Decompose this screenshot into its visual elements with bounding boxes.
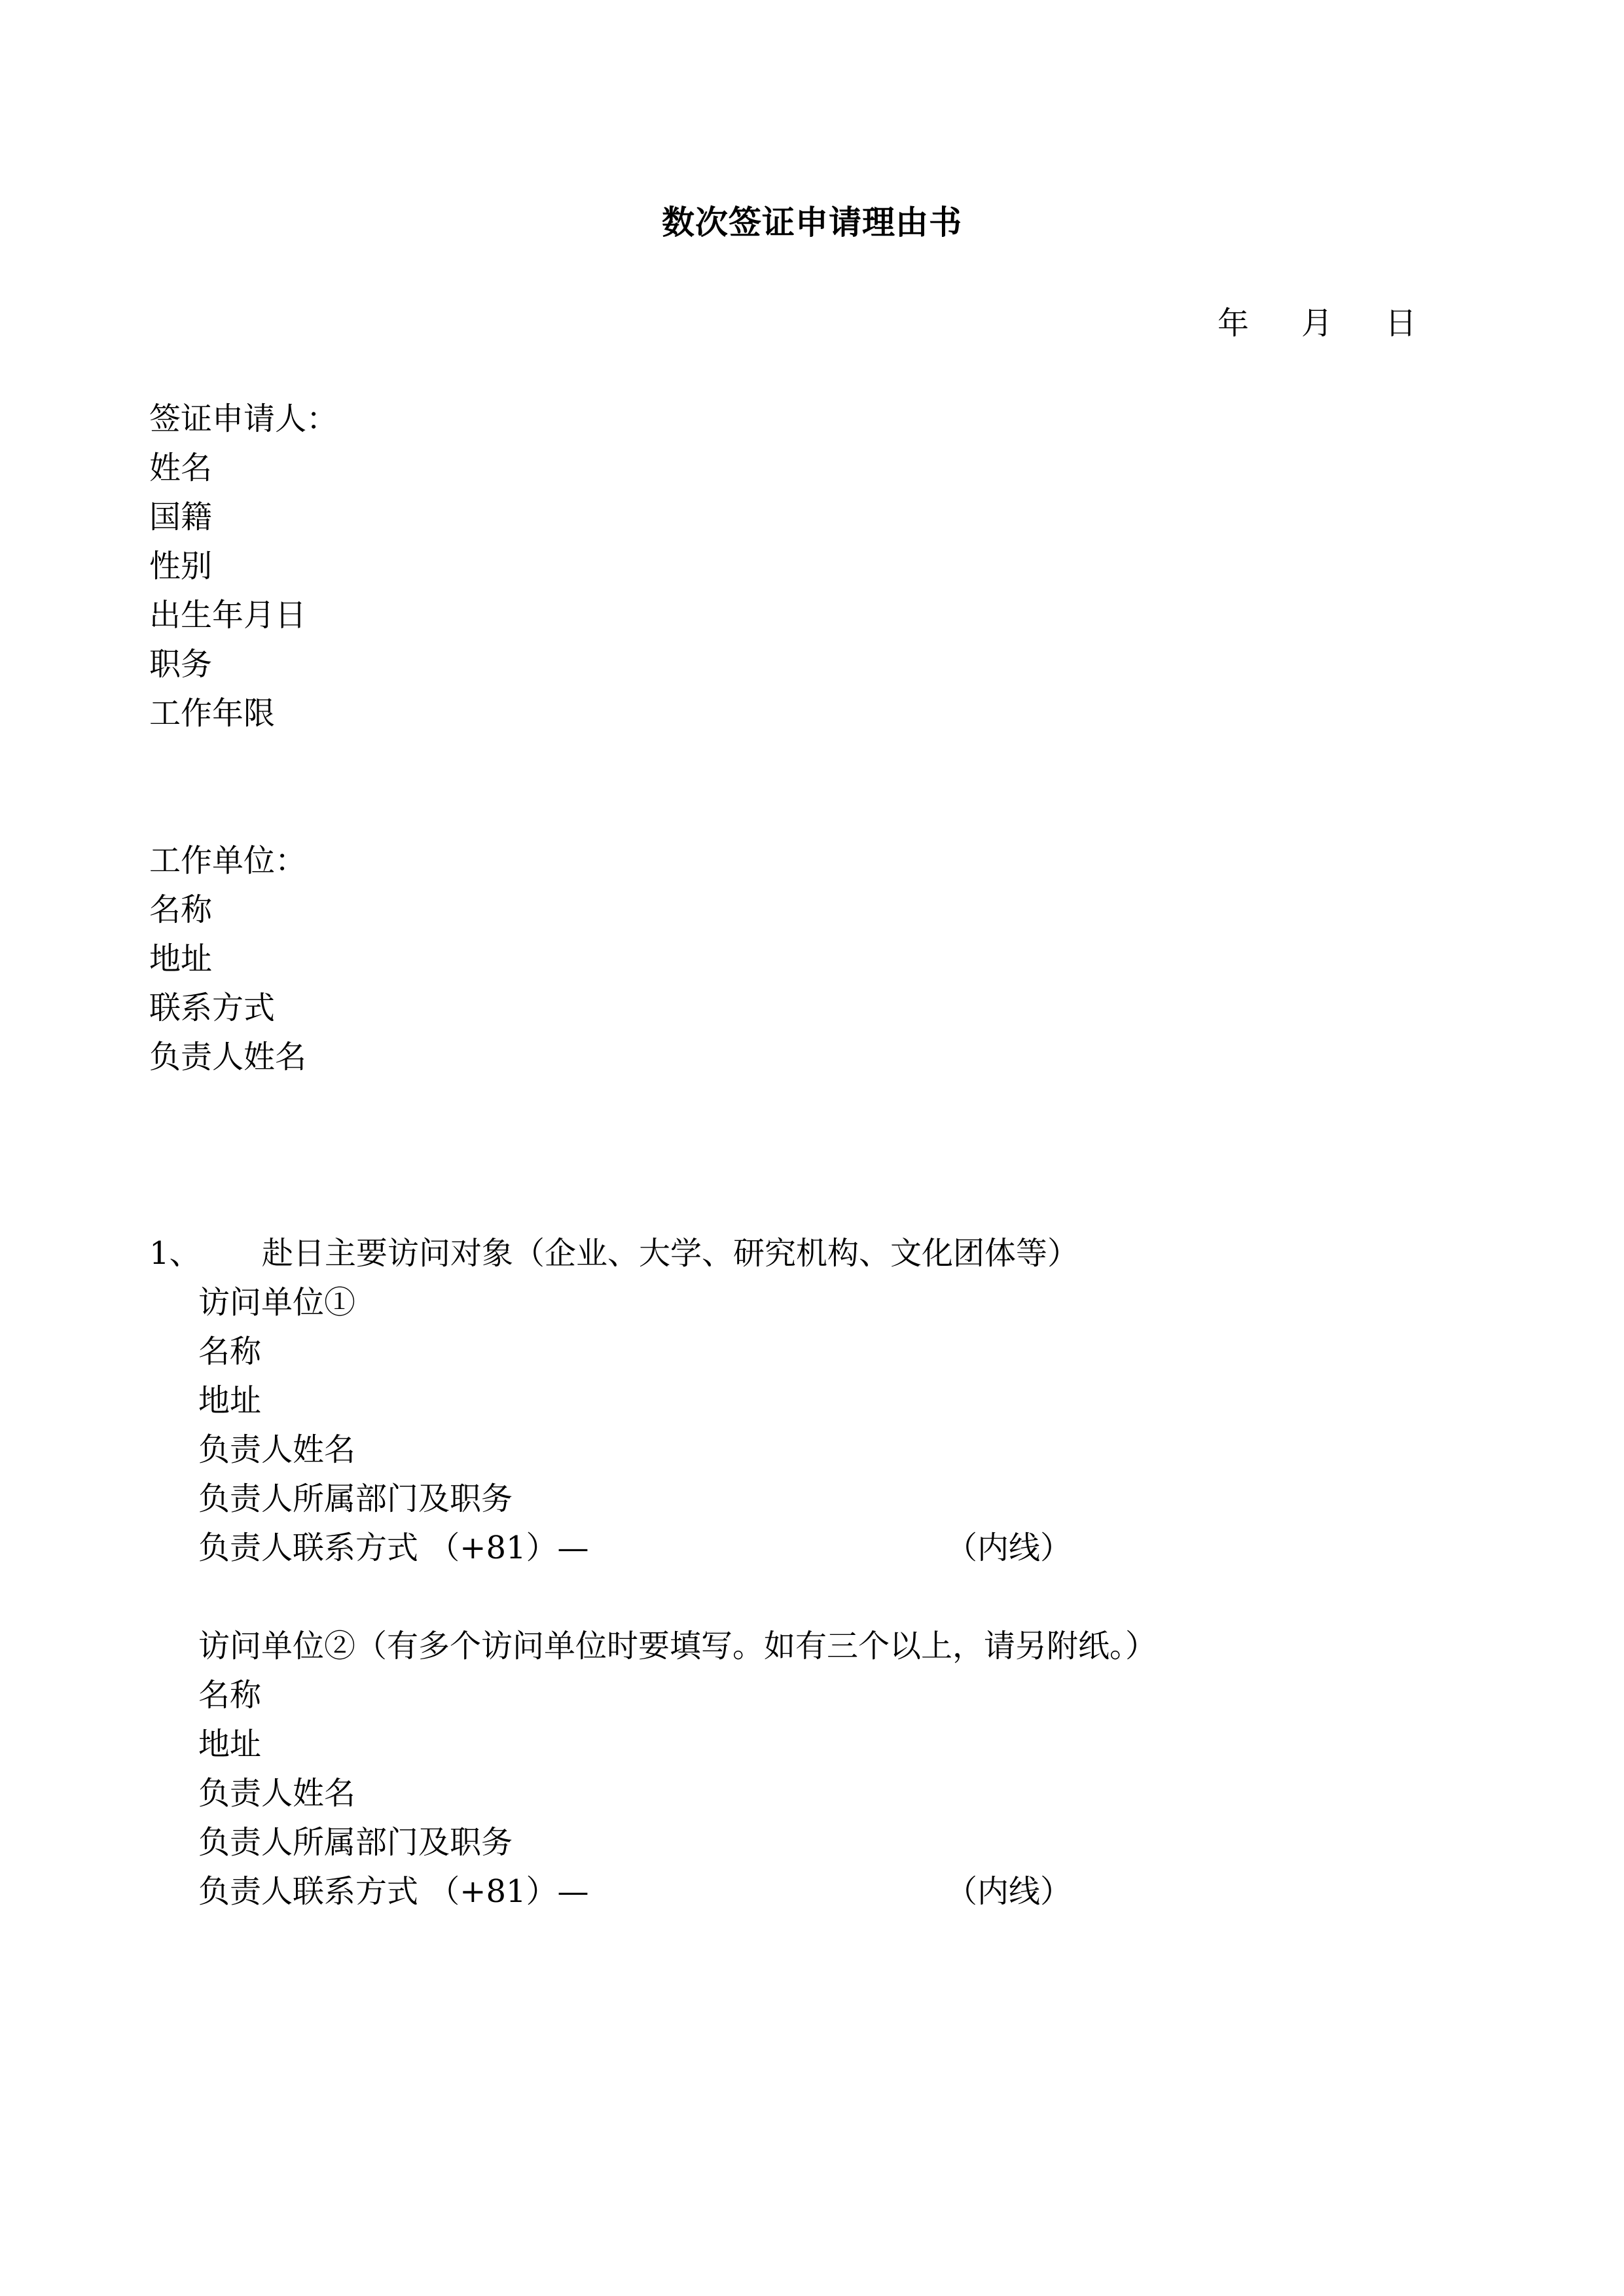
applicant-field-name: 姓名 xyxy=(149,450,213,486)
applicant-header: 签证申请人： xyxy=(149,401,338,437)
applicant-field-birthdate: 出生年月日 xyxy=(149,597,307,634)
unit-2-contact-ext: （内线） xyxy=(946,1873,1072,1910)
applicant-field-years: 工作年限 xyxy=(149,695,276,732)
unit-1-contact-label: 负责人联系方式 （+81）— xyxy=(198,1530,589,1566)
unit-1-field-manager: 负责人姓名 xyxy=(198,1431,356,1468)
date-day-label: 日 xyxy=(1385,305,1417,342)
unit-1-header: 访问单位① xyxy=(198,1284,356,1321)
applicant-field-position: 职务 xyxy=(149,646,213,683)
section-1-heading: 赴日主要访问对象（企业、大学、研究机构、文化团体等） xyxy=(262,1235,1079,1272)
unit-2-field-manager: 负责人姓名 xyxy=(198,1775,356,1812)
employer-field-name: 名称 xyxy=(149,891,213,928)
unit-2-contact-label: 负责人联系方式 （+81）— xyxy=(198,1873,589,1910)
unit-2-field-name: 名称 xyxy=(198,1677,262,1713)
employer-field-manager: 负责人姓名 xyxy=(149,1039,307,1075)
applicant-field-gender: 性别 xyxy=(149,548,213,584)
unit-1-field-department: 负责人所属部门及职务 xyxy=(198,1480,513,1517)
unit-1-field-name: 名称 xyxy=(198,1333,262,1370)
applicant-field-nationality: 国籍 xyxy=(149,499,213,535)
employer-field-address: 地址 xyxy=(149,941,213,977)
unit-2-field-department: 负责人所属部门及职务 xyxy=(198,1824,513,1861)
date-year-label: 年 xyxy=(1218,305,1250,342)
section-1-number: 1、 xyxy=(149,1235,201,1272)
date-month-label: 月 xyxy=(1301,305,1333,342)
date-line xyxy=(1218,298,1416,343)
document-title: 数次签证申请理由书 xyxy=(662,203,962,242)
employer-field-contact: 联系方式 xyxy=(149,990,276,1026)
unit-2-header: 访问单位②（有多个访问单位时要填写。如有三个以上，请另附纸。） xyxy=(198,1628,1157,1664)
unit-1-contact-ext: （内线） xyxy=(946,1530,1072,1566)
unit-2-field-address: 地址 xyxy=(198,1726,262,1763)
unit-1-field-address: 地址 xyxy=(198,1382,262,1419)
employer-header: 工作单位： xyxy=(149,842,307,879)
